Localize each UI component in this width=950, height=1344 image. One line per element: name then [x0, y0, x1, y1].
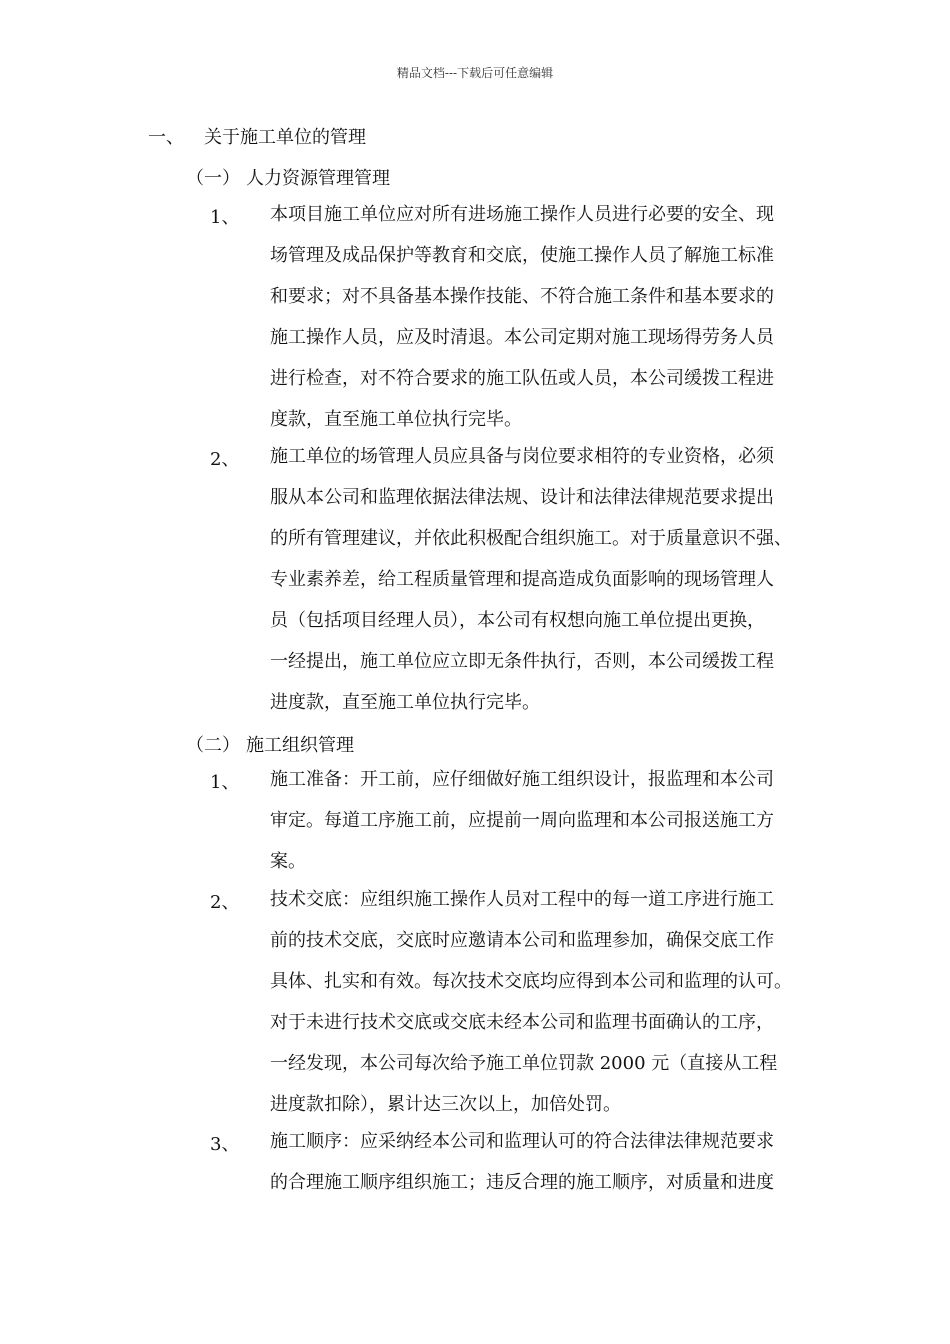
subsection-number: （一）: [186, 168, 240, 189]
item-line: 度款，直至施工单位执行完毕。: [270, 409, 522, 430]
item-line: 施工操作人员，应及时清退。本公司定期对施工现场得劳务人员: [270, 327, 774, 348]
page-header: 精品文档---下载后可任意编辑: [396, 66, 554, 80]
item-line: 进度款扣除），累计达三次以上，加倍处罚。: [270, 1094, 621, 1115]
subsection-number: （二）: [186, 735, 240, 756]
item-line: 本项目施工单位应对所有进场施工操作人员进行必要的安全、现: [270, 204, 774, 225]
item-line: 施工单位的场管理人员应具备与岗位要求相符的专业资格，必须: [270, 446, 774, 467]
item-number: 1、: [210, 207, 240, 228]
item-line: 案。: [270, 851, 306, 872]
item-line: 技术交底：应组织施工操作人员对工程中的每一道工序进行施工: [270, 889, 774, 910]
item-number: 2、: [210, 892, 240, 913]
item-line: 一经提出，施工单位应立即无条件执行，否则，本公司缓拨工程: [270, 651, 774, 672]
subsection-title: 人力资源管理管理: [246, 168, 390, 189]
item-line: 员（包括项目经理人员），本公司有权想向施工单位提出更换，: [270, 610, 765, 631]
item-line: 具体、扎实和有效。每次技术交底均应得到本公司和监理的认可。: [270, 971, 792, 992]
item-number: 3、: [210, 1134, 240, 1155]
item-line: 一经发现，本公司每次给予施工单位罚款 2000 元（直接从工程: [270, 1053, 778, 1074]
item-line: 施工顺序：应采纳经本公司和监理认可的符合法律法律规范要求: [270, 1131, 774, 1152]
item-line: 和要求；对不具备基本操作技能、不符合施工条件和基本要求的: [270, 286, 774, 307]
item-line: 的合理施工顺序组织施工；违反合理的施工顺序，对质量和进度: [270, 1172, 774, 1193]
item-line: 的所有管理建议，并依此积极配合组织施工。对于质量意识不强、: [270, 528, 792, 549]
section-number: 一、: [148, 127, 184, 148]
item-line: 服从本公司和监理依据法律法规、设计和法律法律规范要求提出: [270, 487, 774, 508]
item-line: 施工准备：开工前，应仔细做好施工组织设计，报监理和本公司: [270, 769, 774, 790]
item-line: 场管理及成品保护等教育和交底，使施工操作人员了解施工标准: [270, 245, 774, 266]
item-number: 1、: [210, 772, 240, 793]
item-line: 进行检查，对不符合要求的施工队伍或人员，本公司缓拨工程进: [270, 368, 774, 389]
item-number: 2、: [210, 449, 240, 470]
item-line: 专业素养差，给工程质量管理和提高造成负面影响的现场管理人: [270, 569, 774, 590]
section-title: 关于施工单位的管理: [204, 127, 366, 148]
item-line: 审定。每道工序施工前，应提前一周向监理和本公司报送施工方: [270, 810, 774, 831]
item-line: 前的技术交底，交底时应邀请本公司和监理参加，确保交底工作: [270, 930, 774, 951]
item-line: 进度款，直至施工单位执行完毕。: [270, 692, 540, 713]
subsection-title: 施工组织管理: [246, 735, 354, 756]
item-line: 对于未进行技术交底或交底未经本公司和监理书面确认的工序，: [270, 1012, 774, 1033]
